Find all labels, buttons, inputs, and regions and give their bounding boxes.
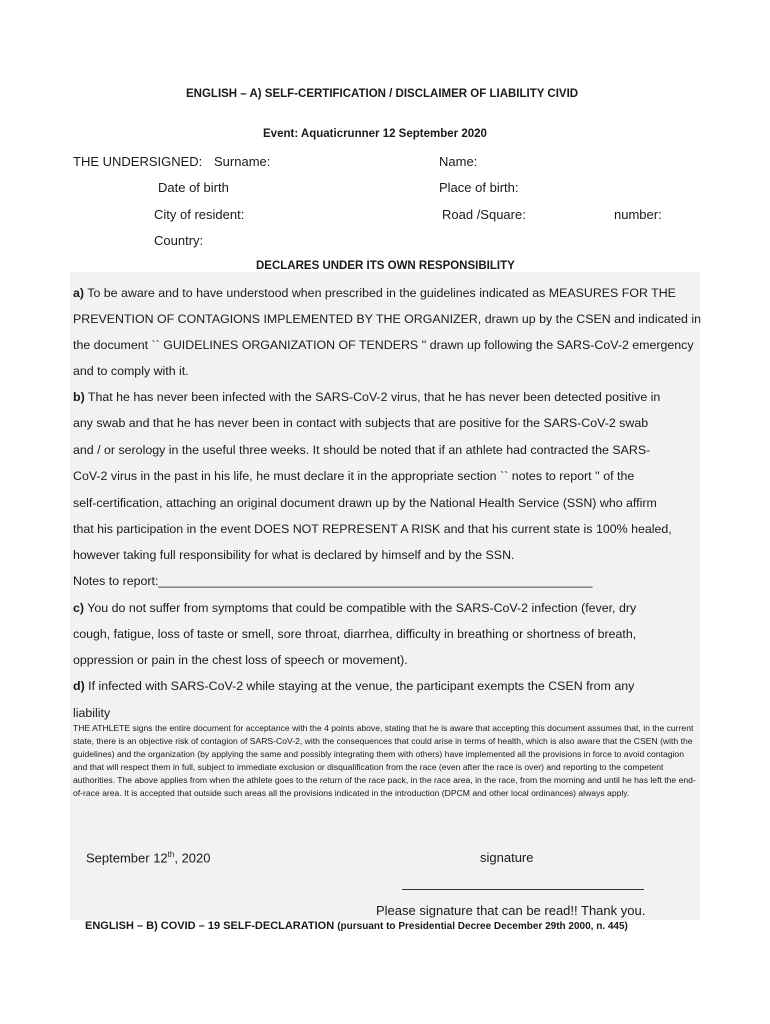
name-field-label: Name: bbox=[439, 154, 478, 169]
clause-a-label: a) bbox=[73, 286, 85, 300]
athlete-paragraph: THE ATHLETE signs the entire document for acceptance with the 4 points above, stating that he is aware that accepting this document assumes that, in the current state, there is an objective risk of contagion of SARS-CoV-2, with the consequences that could arise in terms of health, which is also aware that the CSEN (with the guidelines) and the organization (by applying the same and possibly integrating them with others) have implemented all the provisions in force to avoid contagion and that will respect them in full, subject to immediate exclusion or disqualification from the race (even after the race is over) and reporting to the competent authorities. The above applies from when the athlete goes to the return of the race pack, in the race area, in the race, from the morning and until he has left the end-of-race area. It is accepted that outside such areas all the provisions indicated in the introduction (DPCM and other local ordinances) always apply. bbox=[73, 723, 696, 799]
clause-b-line-1 bbox=[73, 390, 660, 404]
document-title: ENGLISH – A) SELF-CERTIFICATION / DISCLAIMER OF LIABILITY CIVID bbox=[186, 88, 579, 100]
clause-a-line-1 bbox=[73, 286, 676, 300]
clause-a-text-1: To be aware and to have understood when prescribed in the guidelines indicated as MEASURES FOR THE bbox=[87, 286, 676, 300]
clause-b-line-2: any swab and that he has never been in contact with subjects that are positive for the SARS-CoV-2 swab bbox=[73, 416, 649, 430]
signature-date bbox=[86, 850, 211, 865]
clause-c-line-3: oppression or pain in the chest loss of speech or movement). bbox=[73, 653, 408, 667]
signature-label: signature bbox=[480, 850, 534, 865]
clause-d-line-1 bbox=[73, 679, 634, 693]
event-line: Event: Aquaticrunner 12 September 2020 bbox=[263, 128, 487, 140]
section-b-title-main: ENGLISH – B) COVID – 19 SELF-DECLARATION bbox=[85, 920, 335, 932]
section-b-title bbox=[85, 920, 628, 932]
date-suffix: , 2020 bbox=[174, 850, 211, 866]
clause-b-text-1: That he has never been infected with the SARS-CoV-2 virus, that he has never been detected positive in bbox=[87, 390, 661, 404]
road-square-label: Road /Square: bbox=[442, 207, 526, 222]
date-ordinal: th bbox=[167, 850, 175, 859]
section-b-title-note: (pursuant to Presidential Decree December 29th 2000, n. 445) bbox=[337, 921, 628, 932]
notes-to-report-field[interactable]: Notes to report:_______________________________________________________________ bbox=[73, 574, 593, 588]
clause-b-label: b) bbox=[73, 390, 85, 404]
clause-a-line-3: the document `` GUIDELINES ORGANIZATION OF TENDERS '' drawn up following the SARS-CoV-2 emergency bbox=[73, 338, 694, 352]
signature-line[interactable] bbox=[402, 889, 644, 890]
city-of-resident-label: City of resident: bbox=[154, 207, 245, 222]
date-prefix: September 12 bbox=[86, 850, 168, 866]
undersigned-label: THE UNDERSIGNED: bbox=[73, 154, 203, 169]
date-of-birth-label: Date of birth bbox=[158, 180, 229, 195]
clause-a-line-2: PREVENTION OF CONTAGIONS IMPLEMENTED BY THE ORGANIZER, drawn up by the CSEN and indicated in bbox=[73, 312, 701, 326]
clause-b-line-7: however taking full responsibility for what is declared by himself and by the SSN. bbox=[73, 548, 515, 562]
clause-d-text-1: If infected with SARS-CoV-2 while staying at the venue, the participant exempts the CSEN from any bbox=[88, 679, 635, 693]
surname-field-label: Surname: bbox=[214, 154, 271, 169]
country-label: Country: bbox=[154, 233, 204, 248]
clause-a-line-4: and to comply with it. bbox=[73, 364, 189, 378]
readable-signature-note: Please signature that can be read!! Thank you. bbox=[376, 903, 646, 918]
declares-heading: DECLARES UNDER ITS OWN RESPONSIBILITY bbox=[256, 260, 515, 272]
place-of-birth-label: Place of birth: bbox=[439, 180, 519, 195]
clause-d-label: d) bbox=[73, 679, 85, 693]
clause-c-text-1: You do not suffer from symptoms that could be compatible with the SARS-CoV-2 infection (fever, dry bbox=[87, 601, 637, 615]
clause-d-line-2: liability bbox=[73, 706, 111, 720]
clause-b-line-4: CoV-2 virus in the past in his life, he must declare it in the appropriate section `` notes to report '' of the bbox=[73, 469, 635, 483]
clause-c-line-1 bbox=[73, 601, 636, 615]
clause-b-line-6: that his participation in the event DOES NOT REPRESENT A RISK and that his current state is 100% healed, bbox=[73, 522, 672, 536]
clause-b-line-3: and / or serology in the useful three weeks. It should be noted that if an athlete had contracted the SARS- bbox=[73, 443, 651, 457]
clause-c-line-2: cough, fatigue, loss of taste or smell, sore throat, diarrhea, difficulty in breathing or shortness of breath, bbox=[73, 627, 637, 641]
clause-c-label: c) bbox=[73, 601, 85, 615]
number-label: number: bbox=[614, 207, 662, 222]
clause-b-line-5: self-certification, attaching an original document drawn up by the National Health Service (SSN) who affirm bbox=[73, 496, 657, 510]
